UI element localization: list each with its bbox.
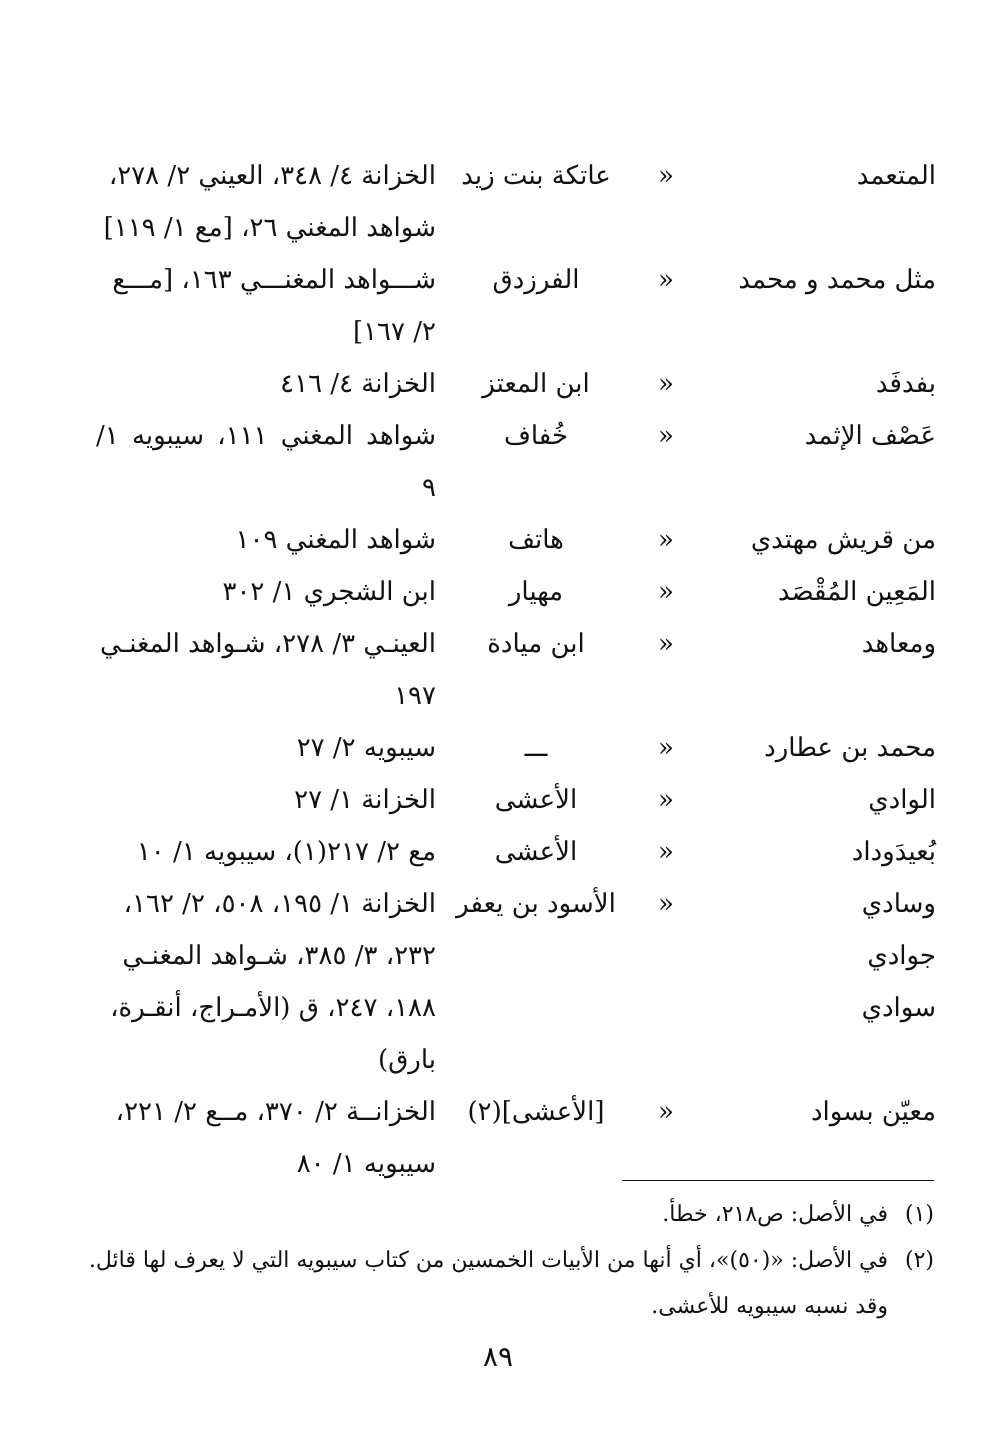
ditto-mark: «: [658, 577, 674, 607]
source-reference: [96, 254, 436, 358]
index-entry: [96, 410, 936, 514]
rhyme-word: بفدفَد: [875, 369, 936, 399]
rhyme-word: الوادي: [868, 785, 936, 815]
rhyme-word: معيّن بسواد: [810, 1097, 936, 1127]
source-reference: [96, 410, 436, 514]
footnote-number: (١): [904, 1202, 934, 1227]
source-reference: [96, 618, 436, 722]
rhyme-word: من قريش مهتدي: [750, 525, 936, 555]
index-entry: [96, 774, 936, 826]
rhyme-word: مثل محمد و محمد: [738, 265, 936, 295]
index-entry: [96, 1086, 936, 1190]
poet-name: الفرزدق: [492, 265, 580, 295]
index-entry: [96, 826, 936, 878]
rhyme-index-table: [96, 150, 936, 1190]
poet-name: ابن ميادة: [487, 629, 585, 659]
source-reference: [96, 722, 436, 774]
poet-name: عاتكة بنت زيد: [461, 161, 611, 191]
poet-name: ابن المعتز: [482, 369, 590, 399]
source-reference: [96, 566, 436, 618]
index-entry: [96, 514, 936, 566]
source-line: ١٨٨، ٢٤٧، ق (الأمـراج، أنقـرة،: [110, 993, 436, 1023]
source-line: ٢/ ١٦٧]: [352, 317, 436, 347]
poet-name: مهيار: [508, 577, 564, 607]
footnote-divider: [622, 1180, 934, 1181]
ditto-mark: «: [658, 525, 674, 555]
source-line: شواهد المغني ١١١، سيبويه ١/ ٩: [96, 421, 436, 503]
ditto-mark: «: [658, 265, 674, 295]
poet-name: [الأعشى](٢): [467, 1097, 605, 1127]
rhyme-word-group: [696, 878, 936, 1034]
source-line: شواهد المغني ١٠٩: [235, 525, 436, 555]
source-reference: [96, 514, 436, 566]
footnote-text: في الأصل: «(٥٠)»، أي أنها من الأبيات الخمسين من كتاب سيبويه التي لا يعرف لها قائل.: [88, 1248, 888, 1273]
rhyme-word: عَصْف الإثمد: [804, 421, 936, 451]
source-line: الخزانة ١/ ١٩٥، ٥٠٨، ٢/ ١٦٢،: [123, 889, 436, 919]
footnote: [56, 1192, 934, 1238]
poet-name: ـــ: [524, 733, 548, 763]
poet-name: هاتف: [508, 525, 564, 555]
index-entry: [96, 254, 936, 358]
ditto-mark: «: [658, 161, 674, 191]
index-entry: [96, 722, 936, 774]
source-line: مع ٢/ ٢١٧(١)، سيبويه ١/ ١٠: [136, 837, 436, 867]
rhyme-word: بُعيدَوداد: [851, 837, 936, 867]
source-line: شـــواهد المغنـــي ١٦٣، [مـــع: [112, 265, 436, 295]
poet-name: خُفاف: [503, 421, 569, 451]
index-entry: [96, 618, 936, 722]
ditto-mark: «: [658, 889, 674, 919]
rhyme-word: محمد بن عطارد: [764, 733, 936, 763]
index-entry: [96, 150, 936, 254]
source-line: ابن الشجري ١/ ٣٠٢: [222, 577, 436, 607]
source-reference: [96, 150, 436, 254]
ditto-mark: «: [658, 785, 674, 815]
rhyme-word: جوادي: [867, 941, 936, 971]
source-reference: [96, 878, 436, 1086]
ditto-mark: «: [658, 837, 674, 867]
source-line: سيبويه ١/ ٨٠: [296, 1149, 436, 1179]
source-line: الخزانة ٤/ ٣٤٨، العيني ٢/ ٢٧٨،: [108, 161, 436, 191]
source-reference: [96, 826, 436, 878]
poet-name: الأعشى: [494, 785, 578, 815]
footnote-number: (٢): [904, 1248, 934, 1273]
index-entry: [96, 358, 936, 410]
source-line: سيبويه ٢/ ٢٧: [296, 733, 436, 763]
index-entry: [96, 566, 936, 618]
rhyme-word: وسادي: [861, 889, 936, 919]
source-line: ١٩٧: [394, 681, 436, 711]
source-line: الخزانة ٤/ ٤١٦: [280, 369, 436, 399]
ditto-mark: «: [658, 733, 674, 763]
footnote: [56, 1238, 934, 1284]
rhyme-word: سوادي: [861, 993, 936, 1023]
page-number: ٨٩: [482, 1340, 514, 1373]
ditto-mark: «: [658, 421, 674, 451]
ditto-mark: «: [658, 629, 674, 659]
source-line: ٢٣٢، ٣/ ٣٨٥، شـواهد المغنـي: [122, 941, 436, 971]
poet-name: الأعشى: [494, 837, 578, 867]
footnote-continuation: وقد نسبه سيبويه للأعشى.: [651, 1294, 888, 1319]
source-line: الخزانــة ٢/ ٣٧٠، مــع ٢/ ٢٢١،: [115, 1097, 436, 1127]
source-line: بارق): [377, 1045, 436, 1075]
source-reference: [96, 1086, 436, 1190]
rhyme-word: المتعمد: [856, 161, 936, 191]
footnotes: [56, 1192, 934, 1330]
ditto-mark: «: [658, 369, 674, 399]
source-reference: [96, 358, 436, 410]
source-reference: [96, 774, 436, 826]
source-line: شواهد المغني ٢٦، [مع ١/ ١١٩]: [103, 213, 436, 243]
rhyme-word: ومعاهد: [861, 629, 936, 659]
rhyme-word: المَعِين المُقْصَد: [777, 577, 936, 607]
index-entry: [96, 878, 936, 1086]
ditto-mark: «: [658, 1097, 674, 1127]
poet-name: الأسود بن يعفر: [456, 889, 616, 919]
footnote-text: في الأصل: ص٢١٨، خطأ.: [662, 1202, 888, 1227]
source-line: العينـي ٣/ ٢٧٨، شـواهد المغنـي: [99, 629, 436, 659]
source-line: الخزانة ١/ ٢٧: [294, 785, 436, 815]
